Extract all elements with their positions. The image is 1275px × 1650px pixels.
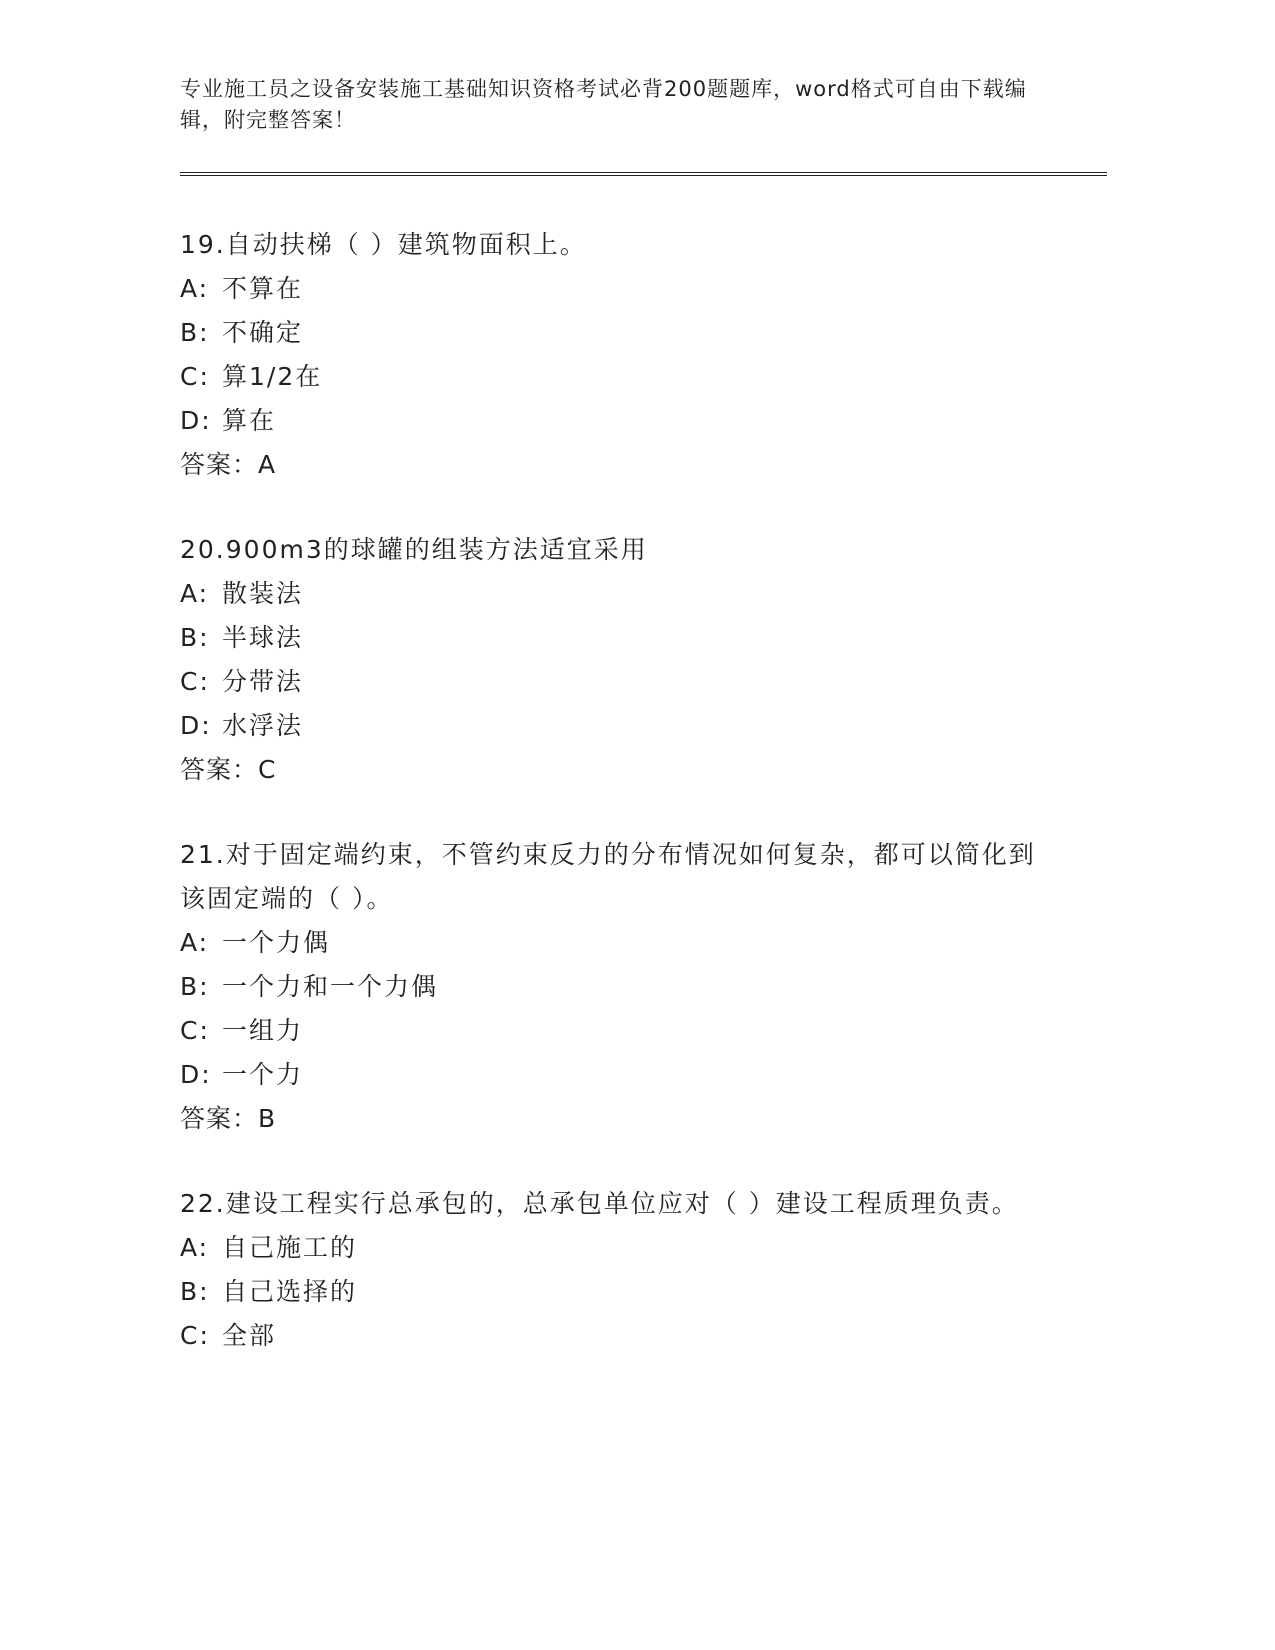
question-answer: 答案：A [180, 450, 277, 479]
option-text: 全部 [222, 1321, 277, 1350]
header-title: 专业施工员之设备安装施工基础知识资格考试必背200题题库，word格式可自由下载编辑，附完整答案！ [180, 77, 1027, 132]
option-letter: A: [180, 274, 210, 303]
option-d [180, 399, 1060, 443]
option-text: 不算在 [222, 274, 304, 303]
question-stem: 20.900m3的球罐的组装方法适宜采用 [180, 535, 648, 564]
option-text: 半球法 [222, 623, 304, 652]
option-b [180, 1270, 1025, 1314]
document-header [180, 74, 1060, 136]
option-text: 散装法 [222, 579, 304, 608]
question-stem: 19.自动扶梯（ ）建筑物面积上。 [180, 230, 587, 259]
option-text: 算在 [222, 406, 277, 435]
option-a [180, 1226, 1025, 1270]
option-text: 一个力和一个力偶 [222, 972, 439, 1001]
question-22 [180, 1182, 1025, 1358]
option-c [180, 660, 1060, 704]
option-letter: C: [180, 1321, 210, 1350]
question-20 [180, 528, 1060, 792]
option-a [180, 921, 1040, 965]
option-text: 一个力偶 [222, 928, 331, 957]
option-c [180, 1314, 1025, 1358]
option-d [180, 1053, 1040, 1097]
option-b [180, 965, 1040, 1009]
option-letter: C: [180, 362, 210, 391]
option-letter: B: [180, 1277, 210, 1306]
question-21 [180, 833, 1040, 1141]
option-c [180, 355, 1060, 399]
option-text: 一个力 [222, 1060, 304, 1089]
option-letter: D: [180, 406, 212, 435]
option-b [180, 616, 1060, 660]
option-letter: B: [180, 318, 210, 347]
option-letter: A: [180, 579, 210, 608]
question-stem: 21.对于固定端约束，不管约束反力的分布情况如何复杂，都可以简化到该固定端的（ ）。 [180, 840, 1036, 913]
question-answer: 答案：C [180, 755, 277, 784]
option-letter: C: [180, 1016, 210, 1045]
option-b [180, 311, 1060, 355]
option-a [180, 572, 1060, 616]
option-text: 自己选择的 [222, 1277, 358, 1306]
option-letter: A: [180, 1233, 210, 1262]
header-divider [180, 172, 1107, 176]
option-letter: C: [180, 667, 210, 696]
question-answer: 答案：B [180, 1104, 277, 1133]
option-letter: A: [180, 928, 210, 957]
question-19 [180, 223, 1060, 487]
option-text: 自己施工的 [222, 1233, 358, 1262]
option-letter: D: [180, 1060, 212, 1089]
option-c [180, 1009, 1040, 1053]
option-letter: D: [180, 711, 212, 740]
question-stem: 22.建设工程实行总承包的，总承包单位应对（ ）建设工程质理负责。 [180, 1189, 1019, 1218]
option-letter: B: [180, 623, 210, 652]
option-text: 不确定 [222, 318, 304, 347]
option-letter: B: [180, 972, 210, 1001]
option-a [180, 267, 1060, 311]
option-text: 算1/2在 [222, 362, 323, 391]
option-d [180, 704, 1060, 748]
option-text: 一组力 [222, 1016, 304, 1045]
option-text: 分带法 [222, 667, 304, 696]
option-text: 水浮法 [222, 711, 304, 740]
